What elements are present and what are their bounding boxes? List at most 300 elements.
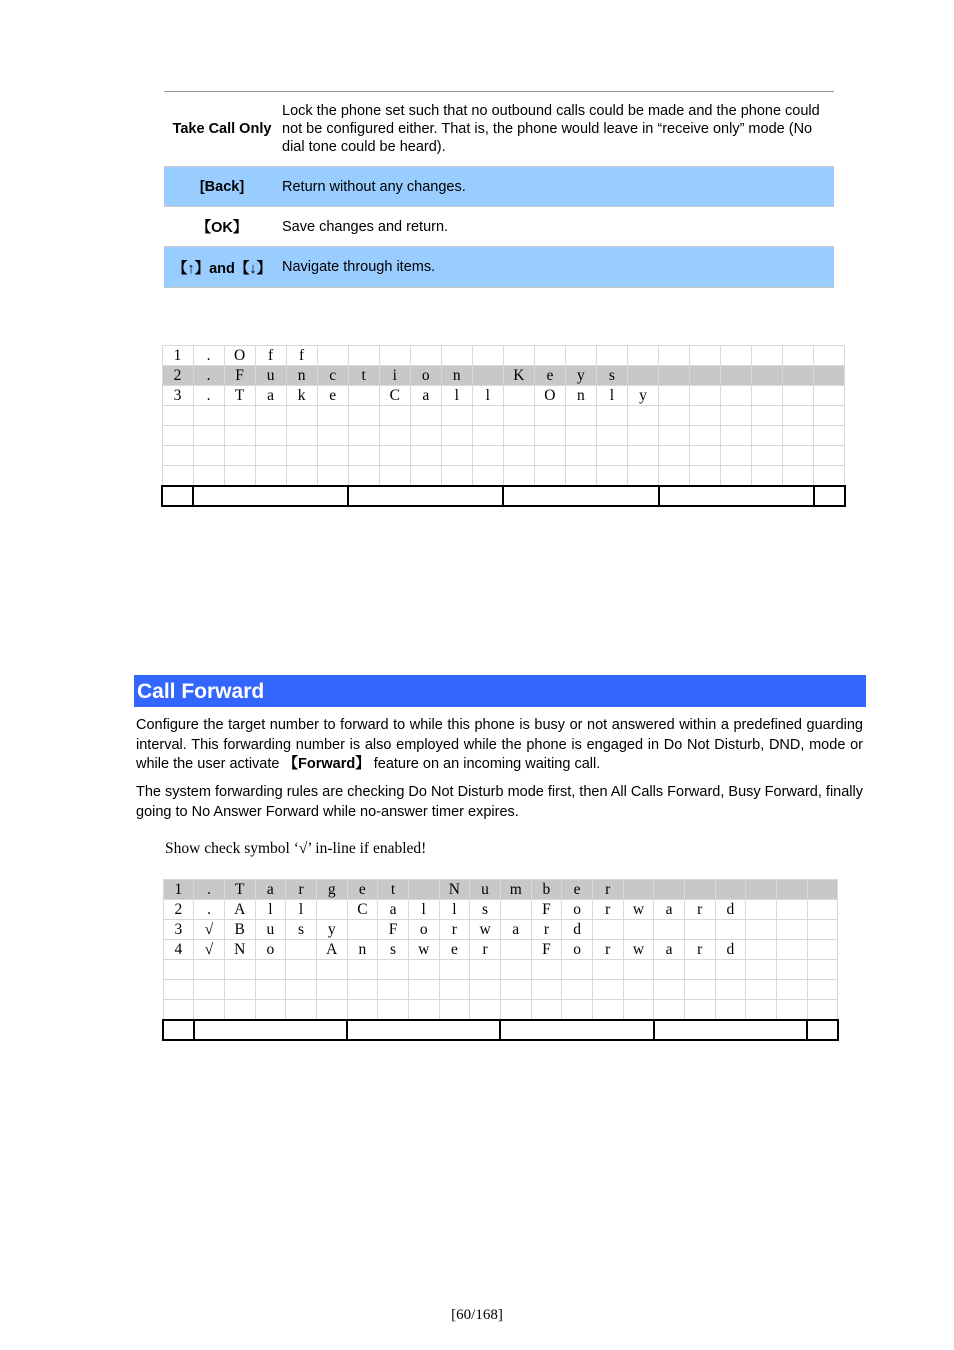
lcd-char-cell: r — [592, 900, 623, 920]
lcd-char-cell — [408, 980, 439, 1000]
lcd-char-cell: d — [715, 900, 746, 920]
lcd-line — [162, 366, 845, 386]
lcd-char-cell — [623, 980, 654, 1000]
lcd-char-cell — [347, 980, 378, 1000]
softkey-slot[interactable] — [654, 1020, 807, 1040]
lcd-char-cell: r — [286, 880, 317, 900]
lcd-char-cell: . — [194, 880, 225, 900]
lcd-char-cell: . — [193, 346, 224, 366]
lcd-char-cell — [690, 406, 721, 426]
lcd-char-cell — [316, 1000, 347, 1021]
lcd-char-cell — [721, 406, 752, 426]
lcd-char-cell — [441, 446, 472, 466]
lcd-char-cell: A — [224, 900, 255, 920]
lcd-char-cell — [255, 406, 286, 426]
lcd-char-cell — [503, 426, 534, 446]
lcd-char-cell — [472, 446, 503, 466]
softkey-slot[interactable] — [348, 486, 503, 506]
lcd-char-cell — [317, 406, 348, 426]
lcd-char-cell — [776, 1000, 807, 1021]
lcd-char-cell — [472, 466, 503, 487]
lcd-char-cell — [410, 466, 441, 487]
lcd-char-cell: w — [623, 940, 654, 960]
lcd-char-cell — [776, 940, 807, 960]
lcd-softkey-row — [163, 1020, 838, 1040]
lcd-char-cell: e — [317, 386, 348, 406]
lcd-char-cell — [746, 940, 777, 960]
lcd-char-cell — [783, 346, 814, 366]
lcd-char-cell — [441, 406, 472, 426]
lcd-char-cell — [565, 406, 596, 426]
lcd-char-cell: n — [565, 386, 596, 406]
lcd-char-cell — [348, 426, 379, 446]
lcd-char-cell — [500, 940, 531, 960]
lcd-char-cell — [562, 960, 593, 980]
lcd-char-cell — [565, 466, 596, 487]
lcd-char-cell: a — [255, 386, 286, 406]
lcd-char-cell — [721, 346, 752, 366]
key-description: Navigate through items. — [280, 258, 834, 276]
lcd-char-cell: 4 — [163, 940, 194, 960]
lcd-char-cell — [565, 346, 596, 366]
lcd-char-cell — [534, 466, 565, 487]
lcd-char-cell: O — [224, 346, 255, 366]
lcd-char-cell — [410, 346, 441, 366]
lcd-char-cell — [783, 386, 814, 406]
lcd-char-cell — [162, 466, 193, 487]
lcd-char-cell: t — [348, 366, 379, 386]
lcd-char-cell: o — [562, 900, 593, 920]
softkey-slot[interactable] — [193, 486, 348, 506]
lcd-char-cell — [659, 466, 690, 487]
lcd-char-cell — [286, 1000, 317, 1021]
key-label: 【OK】 — [196, 220, 248, 236]
lcd-char-cell: √ — [194, 920, 225, 940]
lcd-char-cell — [721, 386, 752, 406]
lcd-char-cell — [441, 346, 472, 366]
lcd-char-cell: n — [347, 940, 378, 960]
lcd-char-cell: 1 — [162, 346, 193, 366]
lcd-char-cell — [592, 980, 623, 1000]
lcd-char-cell: F — [378, 920, 409, 940]
lcd-softkey-row — [162, 486, 845, 506]
lcd-char-cell — [317, 426, 348, 446]
lcd-char-cell — [317, 466, 348, 487]
lcd-char-cell — [690, 346, 721, 366]
lcd-char-cell: c — [317, 366, 348, 386]
lcd-char-cell: 2 — [163, 900, 194, 920]
key-description: Save changes and return. — [282, 218, 449, 235]
lcd-char-cell — [348, 386, 379, 406]
lcd-char-cell — [807, 940, 838, 960]
lcd-char-cell — [286, 406, 317, 426]
lcd-char-cell — [348, 466, 379, 487]
lcd-char-cell — [776, 920, 807, 940]
lcd-char-cell: B — [224, 920, 255, 940]
lcd-char-cell — [193, 406, 224, 426]
lcd-char-cell — [752, 346, 783, 366]
lcd-char-cell — [807, 900, 838, 920]
lcd-char-cell — [623, 960, 654, 980]
lcd-char-cell — [472, 426, 503, 446]
lcd-char-cell — [807, 880, 838, 900]
key-row-take-call-only — [164, 92, 834, 167]
lcd-char-cell — [163, 960, 194, 980]
check-symbol-note: Show check symbol ‘√’ in-line if enabled! — [165, 840, 427, 857]
lcd-char-cell — [814, 346, 845, 366]
lcd-char-cell — [783, 426, 814, 446]
lcd-char-cell: u — [255, 366, 286, 386]
lcd-char-cell: l — [255, 900, 286, 920]
section-title: Call Forward — [134, 675, 866, 707]
key-label: [Back] — [199, 178, 245, 195]
lcd-char-cell: g — [316, 880, 347, 900]
lcd-char-cell: u — [255, 920, 286, 940]
lcd-char-cell: T — [224, 880, 255, 900]
lcd-char-cell — [592, 920, 623, 940]
lcd-char-cell — [654, 960, 685, 980]
lcd-char-cell: s — [470, 900, 501, 920]
lcd-char-cell — [565, 446, 596, 466]
lcd-char-cell — [684, 960, 715, 980]
lcd-char-cell — [472, 346, 503, 366]
softkey-slot[interactable] — [194, 1020, 347, 1040]
lcd-char-cell — [814, 466, 845, 487]
lcd-char-cell — [807, 1000, 838, 1021]
softkey-slot[interactable] — [503, 486, 658, 506]
lcd-char-cell — [531, 960, 562, 980]
lcd-char-cell — [684, 920, 715, 940]
softkey-slot[interactable] — [347, 1020, 500, 1040]
lcd-char-cell: b — [531, 880, 562, 900]
lcd-char-cell — [410, 446, 441, 466]
lcd-char-cell — [503, 446, 534, 466]
lcd-char-cell — [534, 446, 565, 466]
lcd-char-cell — [408, 880, 439, 900]
lcd-char-cell: . — [193, 366, 224, 386]
lcd-char-cell — [408, 960, 439, 980]
lcd-char-cell — [746, 980, 777, 1000]
lcd-line — [163, 980, 838, 1000]
lcd-char-cell — [255, 960, 286, 980]
lcd-char-cell — [627, 446, 658, 466]
lcd-char-cell: a — [378, 900, 409, 920]
lcd-char-cell — [378, 980, 409, 1000]
intro-text-b: feature on an incoming waiting call. — [369, 756, 601, 772]
lcd-char-cell — [690, 466, 721, 487]
lcd-char-cell — [439, 960, 470, 980]
lcd-char-cell: o — [562, 940, 593, 960]
lcd-char-cell: w — [623, 900, 654, 920]
lcd-char-cell — [348, 446, 379, 466]
lcd-char-cell: O — [534, 386, 565, 406]
lcd-screen-function-keys — [161, 345, 846, 507]
lcd-char-cell: y — [316, 920, 347, 940]
lcd-char-cell — [627, 346, 658, 366]
lcd-char-cell — [286, 960, 317, 980]
lcd-char-cell — [783, 466, 814, 487]
lcd-char-cell — [746, 960, 777, 980]
lcd-char-cell — [163, 980, 194, 1000]
lcd-char-cell — [255, 426, 286, 446]
lcd-char-cell — [224, 406, 255, 426]
lcd-char-cell — [317, 446, 348, 466]
lcd-char-cell: 3 — [162, 386, 193, 406]
lcd-char-cell — [500, 1000, 531, 1021]
lcd-char-cell: s — [286, 920, 317, 940]
lcd-char-cell — [715, 920, 746, 940]
lcd-char-cell: u — [470, 880, 501, 900]
lcd-char-cell — [503, 386, 534, 406]
lcd-line — [163, 940, 838, 960]
lcd-char-cell: f — [255, 346, 286, 366]
lcd-char-cell — [659, 366, 690, 386]
lcd-char-cell — [746, 880, 777, 900]
softkey-slot[interactable] — [807, 1020, 838, 1040]
lcd-char-cell: y — [565, 366, 596, 386]
lcd-char-cell — [378, 960, 409, 980]
lcd-char-cell — [470, 960, 501, 980]
lcd-char-cell — [379, 446, 410, 466]
softkey-slot[interactable] — [162, 486, 193, 506]
lcd-char-cell: n — [441, 366, 472, 386]
lcd-line — [162, 346, 845, 366]
lcd-char-cell — [500, 980, 531, 1000]
lcd-char-cell: f — [286, 346, 317, 366]
lcd-line — [163, 960, 838, 980]
lcd-char-cell — [776, 980, 807, 1000]
lcd-char-cell — [596, 446, 627, 466]
key-label: Take Call Only — [172, 121, 272, 137]
lcd-char-cell: a — [654, 940, 685, 960]
key-description: Return without any changes. — [280, 178, 834, 196]
lcd-char-cell — [596, 466, 627, 487]
lcd-char-cell — [807, 960, 838, 980]
lcd-char-cell — [814, 366, 845, 386]
lcd-char-cell — [379, 426, 410, 446]
lcd-char-cell — [194, 960, 225, 980]
lcd-char-cell: r — [684, 900, 715, 920]
lcd-char-cell — [441, 466, 472, 487]
softkey-slot[interactable] — [814, 486, 845, 506]
lcd-char-cell — [162, 406, 193, 426]
lcd-char-cell: F — [531, 900, 562, 920]
lcd-char-cell — [348, 346, 379, 366]
lcd-char-cell: s — [596, 366, 627, 386]
lcd-char-cell — [592, 960, 623, 980]
lcd-char-cell — [623, 880, 654, 900]
lcd-char-cell — [807, 920, 838, 940]
lcd-char-cell — [752, 406, 783, 426]
lcd-char-cell — [715, 960, 746, 980]
lcd-char-cell — [814, 406, 845, 426]
lcd-char-cell — [347, 960, 378, 980]
lcd-char-cell — [623, 1000, 654, 1021]
lcd-char-cell — [654, 1000, 685, 1021]
lcd-char-cell: d — [562, 920, 593, 940]
lcd-char-cell — [596, 426, 627, 446]
lcd-char-cell: N — [224, 940, 255, 960]
lcd-char-cell — [565, 426, 596, 446]
lcd-char-cell — [224, 1000, 255, 1021]
paragraph-call-forward-intro — [136, 716, 863, 775]
lcd-char-cell: a — [255, 880, 286, 900]
lcd-char-cell — [659, 426, 690, 446]
lcd-char-cell: T — [224, 386, 255, 406]
lcd-char-cell — [224, 446, 255, 466]
lcd-char-cell — [255, 1000, 286, 1021]
lcd-char-cell — [659, 346, 690, 366]
lcd-char-cell — [194, 980, 225, 1000]
lcd-char-cell — [194, 1000, 225, 1021]
page-number: [60/168] — [451, 1307, 503, 1323]
lcd-char-cell — [684, 980, 715, 1000]
lcd-char-cell — [163, 1000, 194, 1021]
lcd-char-cell — [654, 880, 685, 900]
lcd-char-cell — [627, 406, 658, 426]
lcd-char-cell — [690, 446, 721, 466]
lcd-char-cell: o — [408, 920, 439, 940]
lcd-char-cell: a — [410, 386, 441, 406]
lcd-char-cell — [562, 980, 593, 1000]
lcd-char-cell: r — [684, 940, 715, 960]
lcd-char-cell: r — [439, 920, 470, 940]
lcd-char-cell — [721, 466, 752, 487]
lcd-char-cell — [776, 880, 807, 900]
lcd-char-cell — [814, 446, 845, 466]
lcd-char-cell — [470, 980, 501, 1000]
lcd-char-cell: m — [500, 880, 531, 900]
lcd-char-cell — [224, 980, 255, 1000]
lcd-char-cell — [534, 426, 565, 446]
lcd-char-cell — [193, 466, 224, 487]
paragraph-forwarding-rules: The system forwarding rules are checking Do Not Disturb mode first, then All Calls Forward, Busy Forward, finally going to No Answer Forward while no-answer timer expires. — [136, 784, 863, 820]
lcd-char-cell — [659, 386, 690, 406]
lcd-char-cell — [654, 980, 685, 1000]
lcd-char-cell — [690, 366, 721, 386]
lcd-char-cell — [690, 386, 721, 406]
lcd-line — [163, 880, 838, 900]
softkey-slot[interactable] — [163, 1020, 194, 1040]
lcd-char-cell: l — [439, 900, 470, 920]
lcd-char-cell: F — [224, 366, 255, 386]
lcd-char-cell — [807, 980, 838, 1000]
lcd-char-cell: e — [534, 366, 565, 386]
lcd-line — [163, 900, 838, 920]
lcd-char-cell — [347, 920, 378, 940]
lcd-char-cell — [224, 960, 255, 980]
lcd-char-cell: 3 — [163, 920, 194, 940]
lcd-char-cell — [776, 900, 807, 920]
lcd-char-cell — [783, 446, 814, 466]
lcd-char-cell — [500, 900, 531, 920]
key-label: 【↑】and【↓】 — [172, 260, 272, 277]
lcd-char-cell — [776, 960, 807, 980]
lcd-char-cell — [255, 446, 286, 466]
lcd-line — [162, 466, 845, 487]
lcd-char-cell — [746, 920, 777, 940]
lcd-char-cell: F — [531, 940, 562, 960]
lcd-char-cell — [410, 426, 441, 446]
lcd-char-cell — [562, 1000, 593, 1021]
lcd-char-cell: o — [410, 366, 441, 386]
lcd-char-cell: i — [379, 366, 410, 386]
lcd-char-cell — [317, 346, 348, 366]
lcd-char-cell — [503, 346, 534, 366]
key-row-ok — [164, 207, 834, 247]
intro-text-a: Configure the target number to forward to while this phone is busy or not answered within a predefined guarding interval. This forwarding number is also employed while the phone is engaged in Do Not Disturb, DND, mode or while the user activate — [136, 717, 863, 772]
lcd-char-cell — [347, 1000, 378, 1021]
lcd-char-cell — [715, 1000, 746, 1021]
lcd-char-cell — [439, 980, 470, 1000]
lcd-char-cell — [286, 980, 317, 1000]
lcd-char-cell: √ — [194, 940, 225, 960]
lcd-char-cell — [531, 1000, 562, 1021]
lcd-char-cell: r — [531, 920, 562, 940]
softkey-slot[interactable] — [500, 1020, 653, 1040]
lcd-char-cell: y — [627, 386, 658, 406]
lcd-char-cell — [659, 446, 690, 466]
lcd-char-cell — [255, 980, 286, 1000]
lcd-char-cell: K — [503, 366, 534, 386]
lcd-char-cell: C — [347, 900, 378, 920]
lcd-char-cell — [752, 366, 783, 386]
lcd-char-cell — [659, 406, 690, 426]
lcd-char-cell — [814, 386, 845, 406]
key-table — [164, 91, 834, 288]
lcd-char-cell: o — [255, 940, 286, 960]
lcd-char-cell — [193, 446, 224, 466]
lcd-char-cell — [690, 426, 721, 446]
lcd-char-cell — [721, 366, 752, 386]
lcd-char-cell: e — [347, 880, 378, 900]
lcd-char-cell — [408, 1000, 439, 1021]
lcd-char-cell — [162, 446, 193, 466]
softkey-slot[interactable] — [659, 486, 814, 506]
lcd-char-cell — [783, 406, 814, 426]
lcd-char-cell — [814, 426, 845, 446]
lcd-char-cell — [752, 426, 783, 446]
lcd-char-cell: 1 — [163, 880, 194, 900]
lcd-char-cell — [752, 446, 783, 466]
lcd-char-cell: r — [470, 940, 501, 960]
lcd-char-cell — [379, 406, 410, 426]
lcd-char-cell — [503, 466, 534, 487]
lcd-char-cell — [379, 466, 410, 487]
key-description: Lock the phone set such that no outbound calls could be made and the phone could not be configured either. That is, the phone would leave in “receive only” mode (No dial tone could be heard). — [282, 103, 820, 155]
lcd-char-cell — [348, 406, 379, 426]
lcd-char-cell: . — [194, 900, 225, 920]
lcd-line — [162, 386, 845, 406]
lcd-char-cell — [752, 466, 783, 487]
lcd-char-cell — [316, 960, 347, 980]
lcd-char-cell: t — [378, 880, 409, 900]
lcd-char-cell: l — [441, 386, 472, 406]
lcd-char-cell — [378, 1000, 409, 1021]
lcd-char-cell — [534, 346, 565, 366]
lcd-char-cell: l — [408, 900, 439, 920]
lcd-char-cell — [470, 1000, 501, 1021]
lcd-char-cell: s — [378, 940, 409, 960]
lcd-char-cell — [439, 1000, 470, 1021]
lcd-char-cell — [193, 426, 224, 446]
lcd-char-cell: d — [715, 940, 746, 960]
lcd-char-cell — [472, 406, 503, 426]
lcd-char-cell — [684, 1000, 715, 1021]
lcd-char-cell — [721, 446, 752, 466]
lcd-char-cell — [255, 466, 286, 487]
lcd-char-cell — [721, 426, 752, 446]
